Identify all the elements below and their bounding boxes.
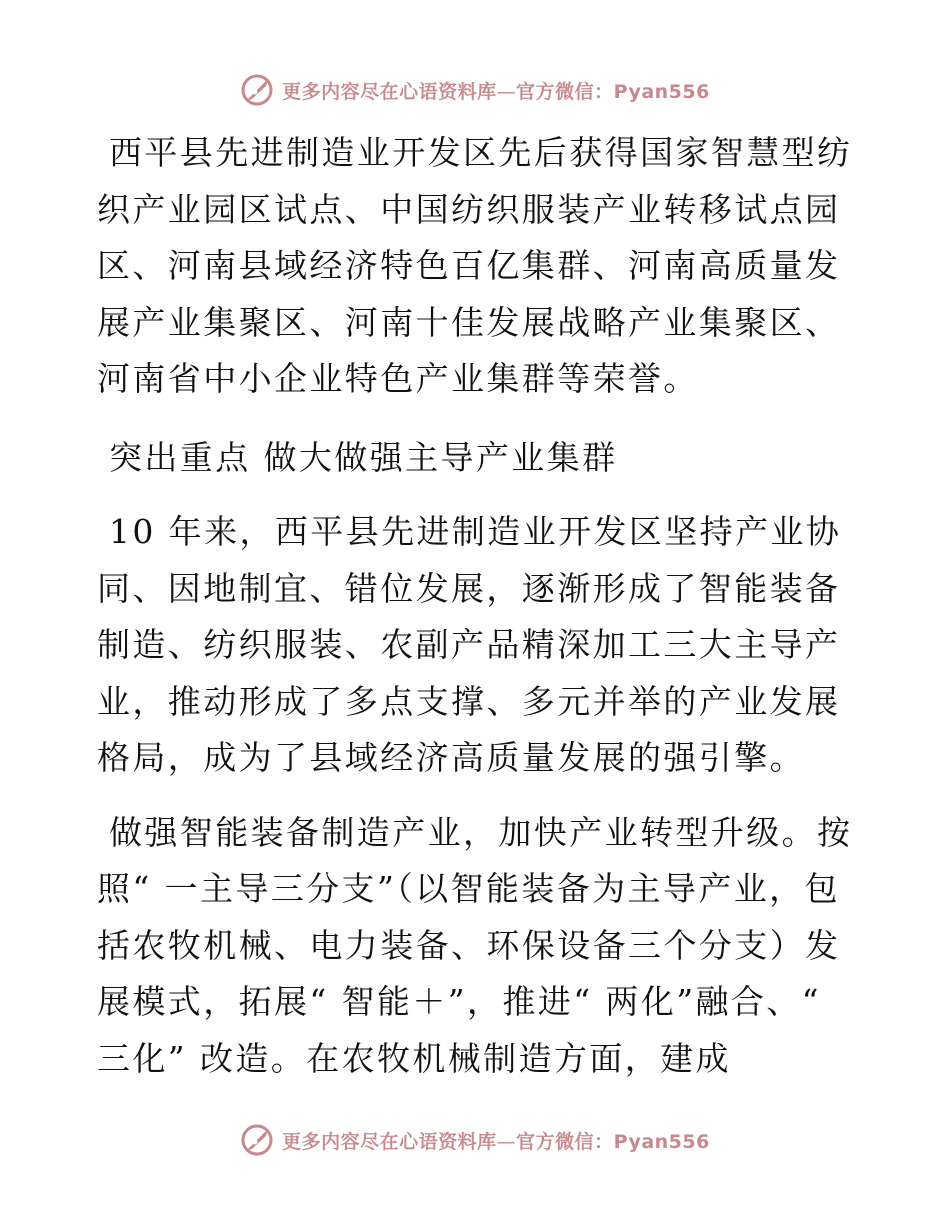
paragraph-honors: 西平县先进制造业开发区先后获得国家智慧型纺织产业园区试点、中国纺织服装产业转移试点园区、河南县域经济特色百亿集群、河南高质量发展产业集聚区、河南十佳发展战略产业集聚区、河南省中小企业特色产业集群等荣誉。 (97, 133, 853, 398)
footer-banner-text: 更多内容尽在心语资料库—官方微信：Pyan556 (282, 1130, 710, 1153)
paragraph-industries: 10 年来，西平县先进制造业开发区坚持产业协同、因地制宜、错位发展，逐渐形成了智能装备制造、纺织服装、农副产品精深加工三大主导产业，推动形成了多点支撑、多元并举的产业发展格局，成为了县域经济高质量发展的强引擎。 (97, 512, 842, 777)
paragraph-smart-equipment: 做强智能装备制造产业，加快产业转型升级。按照“ 一主导三分支”（以智能装备为主导产业，包括农牧机械、电力装备、环保设备三个分支）发展模式，拓展“ 智能＋”，推进“ 两化”融合、“ 三化” 改造。在农牧机械制造方面，建成 (97, 812, 853, 1078)
section-heading: 突出重点 做大做强主导产业集群 (109, 437, 618, 477)
pen-logo-icon (240, 1123, 274, 1157)
document-body (97, 125, 857, 1087)
header-banner-text: 更多内容尽在心语资料库—官方微信：Pyan556 (282, 80, 710, 103)
header-watermark-banner (0, 70, 950, 110)
pen-logo-icon (240, 73, 274, 107)
footer-watermark-banner (0, 1120, 950, 1160)
